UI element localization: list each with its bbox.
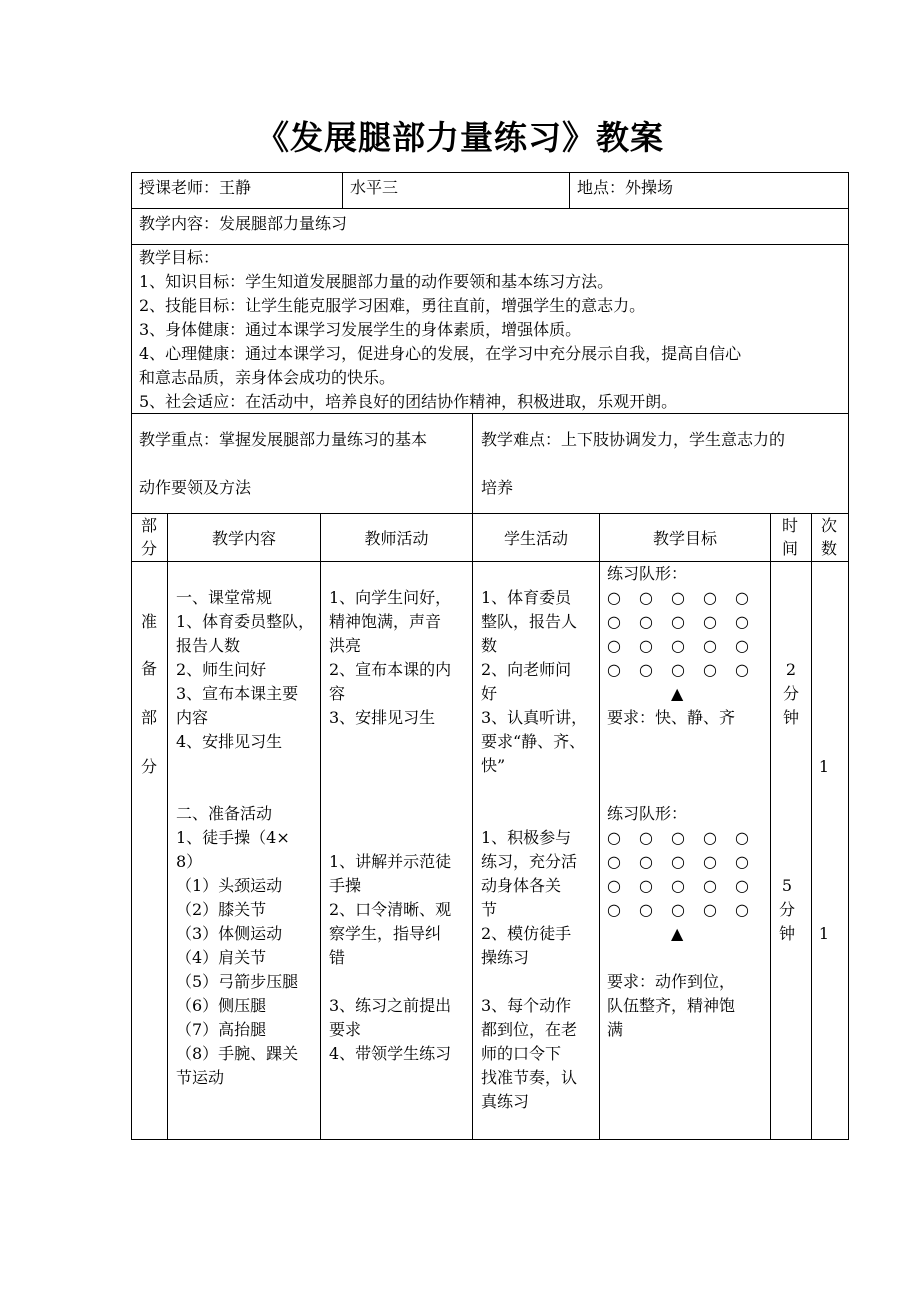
student-marker: ○ (735, 876, 749, 895)
formation-row (607, 634, 767, 658)
student-line: 动身体各关 (481, 876, 562, 895)
teacher-line: 要求 (329, 1020, 362, 1039)
student-line: 3、每个动作 (481, 996, 572, 1015)
col-goal: 教学目标 (652, 529, 717, 548)
objective-item: 4、心理健康：通过本课学习，促进身心的发展，在学习中充分展示自我，提高自信心 (139, 344, 742, 363)
time-line: 钟 (782, 708, 799, 727)
student-marker: ○ (639, 900, 653, 919)
student-marker: ○ (639, 876, 653, 895)
teacher-line: 洪亮 (329, 636, 362, 655)
student-line: 好 (481, 684, 498, 703)
formation-label: 练习队形： (607, 564, 688, 583)
block2-goal (607, 802, 767, 1042)
student-marker: ○ (703, 612, 717, 631)
content-line: （4）肩关节 (176, 948, 267, 967)
objective-item: 2、技能目标：让学生能克服学习困难，勇往直前，增强学生的意志力。 (139, 296, 646, 315)
block1-teacher (329, 586, 451, 730)
col-count-2: 数 (821, 539, 838, 558)
difficulty: 教学难点：上下肢协调发力，学生意志力的 (481, 430, 786, 449)
student-line: 快” (481, 756, 506, 775)
teacher-line: 察学生，指导纠 (329, 924, 442, 943)
student-line: 2、模仿徒手 (481, 924, 572, 943)
content-line: 内容 (176, 708, 209, 727)
student-marker: ○ (703, 828, 717, 847)
content-line: （6）侧压腿 (176, 996, 267, 1015)
student-marker: ○ (639, 612, 653, 631)
teacher-line: 错 (329, 948, 346, 967)
content-line: 1、体育委员整队， (176, 612, 315, 631)
student-marker: ○ (735, 900, 749, 919)
student-marker: ○ (639, 636, 653, 655)
requirement: 要求：快、静、齐 (607, 708, 736, 727)
block2-content (176, 802, 298, 1090)
student-marker: ○ (607, 612, 621, 631)
block2-teacher (329, 850, 451, 1066)
formation-row (607, 898, 767, 922)
table-rule (131, 513, 848, 514)
time-line: 分 (782, 684, 799, 703)
content-line: （1）头颈运动 (176, 876, 283, 895)
content-line: 4、安排见习生 (176, 732, 283, 751)
key-point: 教学重点：掌握发展腿部力量练习的基本 (139, 430, 428, 449)
objective-item: 和意志品质，亲身体会成功的快乐。 (139, 368, 396, 387)
content-line: 1、徒手操（4× (176, 828, 290, 847)
content-line: 节运动 (176, 1068, 225, 1087)
formation-row (607, 874, 767, 898)
content-line: （5）弓箭步压腿 (176, 972, 299, 991)
student-line: 3、认真听讲， (481, 708, 588, 727)
table-rule (811, 513, 812, 1139)
teacher-line: 精神饱满，声音 (329, 612, 442, 631)
requirement-line: 满 (607, 1020, 624, 1039)
table-rule (770, 513, 771, 1139)
teacher-line: 1、讲解并示范徒 (329, 852, 452, 871)
table-rule (569, 172, 570, 208)
col-part-1: 部 (141, 516, 158, 535)
teacher-line: 3、练习之前提出 (329, 996, 452, 1015)
formation-row (607, 610, 767, 634)
block1-student (481, 586, 587, 778)
student-line: 要求“静、齐、 (481, 732, 586, 751)
content-line: （8）手腕、踝关 (176, 1044, 299, 1063)
table-rule (320, 513, 321, 1139)
student-marker: ○ (671, 660, 685, 679)
col-count-1: 次 (821, 516, 838, 535)
section-label-char: 准 (141, 612, 158, 631)
content-line: 3、宣布本课主要 (176, 684, 299, 703)
student-marker: ○ (735, 588, 749, 607)
col-time-1: 时 (782, 516, 799, 535)
student-marker: ○ (703, 588, 717, 607)
student-line: 真练习 (481, 1092, 530, 1111)
student-marker: ○ (639, 852, 653, 871)
content-line: （7）高抬腿 (176, 1020, 267, 1039)
objective-item: 5、社会适应：在活动中，培养良好的团结协作精神，积极进取，乐观开朗。 (139, 392, 678, 411)
formation-row (607, 586, 767, 610)
content-line: （3）体侧运动 (176, 924, 283, 943)
student-marker: ○ (607, 900, 621, 919)
formation-row (607, 850, 767, 874)
teacher-marker: ▲ (671, 924, 684, 943)
teacher-marker: ▲ (671, 684, 684, 703)
teaching-content: 教学内容：发展腿部力量练习 (139, 214, 348, 233)
col-teacher: 教师活动 (364, 529, 429, 548)
student-marker: ○ (671, 900, 685, 919)
table-rule (167, 513, 168, 1139)
block1-time (771, 658, 811, 730)
student-marker: ○ (735, 612, 749, 631)
block2-time (771, 874, 803, 946)
student-marker: ○ (735, 636, 749, 655)
content-line: （2）膝关节 (176, 900, 267, 919)
time-line: 5 (781, 876, 793, 895)
objectives-label: 教学目标： (139, 248, 220, 267)
col-content: 教学内容 (211, 529, 276, 548)
time-line: 2 (785, 660, 797, 679)
teacher-line: 2、宣布本课的内 (329, 660, 452, 679)
student-marker: ○ (671, 852, 685, 871)
student-marker: ○ (703, 900, 717, 919)
student-line: 数 (481, 636, 498, 655)
teacher-name: 授课老师：王静 (139, 178, 252, 197)
student-marker: ○ (607, 660, 621, 679)
requirement-line: 要求：动作到位， (607, 972, 736, 991)
goal-spacer (607, 946, 767, 970)
student-marker: ○ (607, 876, 621, 895)
content-line: 8） (176, 852, 203, 871)
student-marker: ○ (639, 660, 653, 679)
student-line: 操练习 (481, 948, 530, 967)
student-line-spacer (481, 970, 577, 994)
level: 水平三 (350, 178, 399, 197)
objectives (139, 246, 741, 414)
student-line: 1、体育委员 (481, 588, 572, 607)
location: 地点：外操场 (577, 178, 674, 197)
student-line: 整队，报告人 (481, 612, 578, 631)
student-marker: ○ (671, 636, 685, 655)
student-marker: ○ (735, 852, 749, 871)
student-marker: ○ (703, 660, 717, 679)
col-time-2: 间 (782, 539, 799, 558)
student-marker: ○ (607, 588, 621, 607)
student-marker: ○ (607, 852, 621, 871)
table-rule (131, 208, 848, 209)
student-line: 师的口令下 (481, 1044, 562, 1063)
time-line: 钟 (778, 924, 795, 943)
block2-student (481, 826, 577, 1114)
teacher-line: 容 (329, 684, 346, 703)
table-rule (472, 513, 473, 1139)
content-line: 2、师生问好 (176, 660, 267, 679)
student-marker: ○ (607, 636, 621, 655)
col-part-2: 分 (141, 539, 158, 558)
table-rule (342, 172, 343, 208)
difficulty-cont: 培养 (481, 478, 514, 497)
block1-content (176, 586, 314, 754)
section-label-char: 部 (141, 708, 158, 727)
table-rule (472, 413, 473, 513)
student-line: 节 (481, 900, 498, 919)
block2-count: 1 (818, 924, 830, 943)
requirement-line: 队伍整齐，精神饱 (607, 996, 736, 1015)
student-marker: ○ (671, 876, 685, 895)
student-line: 2、向老师问 (481, 660, 572, 679)
student-marker: ○ (671, 612, 685, 631)
section-label-char: 备 (141, 659, 158, 678)
student-marker: ○ (639, 588, 653, 607)
student-line: 练习，充分活 (481, 852, 578, 871)
formation-row (607, 658, 767, 682)
student-marker: ○ (703, 852, 717, 871)
objective-item: 3、身体健康：通过本课学习发展学生的身体素质，增强体质。 (139, 320, 582, 339)
teacher-line: 4、带领学生练习 (329, 1044, 452, 1063)
student-line: 找准节奏，认 (481, 1068, 578, 1087)
key-point-cont: 动作要领及方法 (139, 478, 252, 497)
formation-row (607, 826, 767, 850)
time-line: 分 (778, 900, 795, 919)
objective-item: 1、知识目标：学生知道发展腿部力量的动作要领和基本练习方法。 (139, 272, 614, 291)
table-rule (599, 513, 600, 1139)
student-line: 1、积极参与 (481, 828, 572, 847)
teacher-line: 2、口令清晰、观 (329, 900, 452, 919)
student-marker: ○ (671, 828, 685, 847)
student-marker: ○ (639, 828, 653, 847)
table-rule (131, 244, 848, 245)
teacher-line: 1、向学生问好， (329, 588, 452, 607)
section-label-char: 分 (141, 757, 158, 776)
content-line: 一、课堂常规 (176, 588, 273, 607)
student-marker: ○ (735, 660, 749, 679)
student-line: 都到位，在老 (481, 1020, 578, 1039)
student-marker: ○ (671, 588, 685, 607)
student-marker: ○ (735, 828, 749, 847)
content-line: 二、准备活动 (176, 804, 273, 823)
student-marker: ○ (607, 828, 621, 847)
student-marker: ○ (703, 636, 717, 655)
teacher-line-spacer (329, 970, 451, 994)
block1-count: 1 (818, 757, 830, 776)
page-title: 《发展腿部力量练习》教案 (256, 118, 664, 157)
teacher-line: 手操 (329, 876, 362, 895)
student-marker: ○ (703, 876, 717, 895)
content-line: 报告人数 (176, 636, 241, 655)
teacher-line: 3、安排见习生 (329, 708, 436, 727)
col-student: 学生活动 (503, 529, 568, 548)
block1-goal (607, 562, 767, 730)
formation-label: 练习队形： (607, 804, 688, 823)
